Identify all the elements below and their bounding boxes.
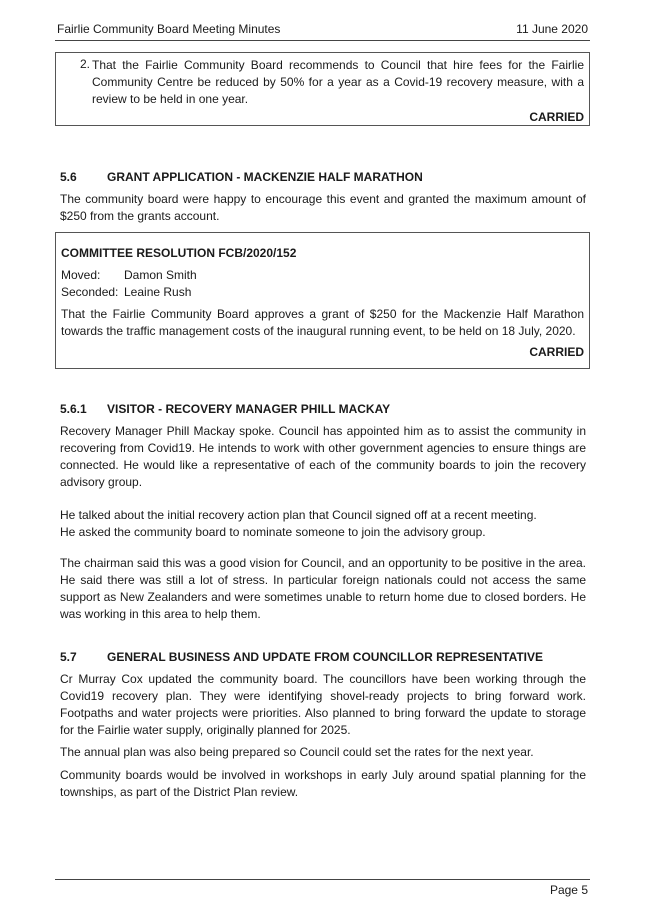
section-number: 5.7 (60, 650, 77, 664)
item-text: That the Fairlie Community Board recommends to Council that hire fees for the Fairlie Community Centre be reduced by 50% for a year as a Covid-19 recovery measure, with a review to be held in one year. (92, 58, 584, 106)
section-5-7-para-3: Community boards would be involved in workshops in early July around spatial planning for the townships, as part of the District Plan review. (60, 768, 586, 799)
section-5-6-1-heading (60, 402, 390, 416)
moved-label: Moved: (61, 268, 101, 282)
section-5-6-1-para-2 (60, 507, 586, 541)
para-2-line-2: He asked the community board to nominate someone to join the advisory group. (60, 525, 486, 539)
seconded-label: Seconded: (61, 285, 119, 299)
page-header (57, 22, 588, 38)
page-number: Page 5 (549, 883, 588, 897)
header-title: Fairlie Community Board Meeting Minutes (57, 22, 281, 36)
section-number: 5.6.1 (60, 402, 87, 416)
item-number: 2. (80, 57, 91, 71)
header-rule (55, 40, 590, 41)
section-5-7-para-2: The annual plan was also being prepared so Council could set the rates for the next year. (60, 745, 534, 759)
moved-name: Damon Smith (124, 268, 197, 282)
header-date: 11 June 2020 (516, 22, 588, 36)
section-5-6-1-para-1: Recovery Manager Phill Mackay spoke. Council has appointed him as to assist the community in recovering from Covid19. He intends to work with other government agencies to ensure things are connected. He would like a representative of each of the community boards to join the recovery advisory group. (60, 424, 586, 489)
resolution-title: COMMITTEE RESOLUTION FCB/2020/152 (61, 246, 297, 260)
section-title: GRANT APPLICATION - MACKENZIE HALF MARATHON (107, 170, 423, 184)
continued-resolution-box (55, 52, 590, 126)
section-5-7-heading (60, 650, 543, 664)
footer-rule (55, 879, 590, 880)
para-2-line-1: He talked about the initial recovery action plan that Council signed off at a recent meeting. (60, 508, 537, 522)
section-title: GENERAL BUSINESS AND UPDATE FROM COUNCILLOR REPRESENTATIVE (107, 650, 544, 664)
section-5-6-1-para-3: The chairman said this was a good vision for Council, and an opportunity to be positive in the area. He said there was still a lot of stress. In particular foreign nationals could not access the same support as New Zealanders and were sometimes unable to return home due to closed borders. He was working in this area to help them. (60, 556, 586, 621)
carried-label: CARRIED (529, 110, 584, 124)
seconded-name: Leaine Rush (124, 285, 192, 299)
resolution-item-2 (80, 57, 584, 108)
moved-row (61, 267, 584, 284)
section-5-7-para-1: Cr Murray Cox updated the community board. The councillors have been working through the Covid19 recovery plan. They were identifying shovel-ready projects to bring forward work. Footpaths and water projects were priorities. Also planned to bring forward the update to storage for the Fairlie water supply, originally planned for 2025. (60, 672, 586, 737)
section-title: VISITOR - RECOVERY MANAGER PHILL MACKAY (107, 402, 391, 416)
carried-label: CARRIED (529, 345, 584, 359)
seconded-row (61, 284, 584, 301)
section-5-6-heading (60, 170, 423, 184)
section-number: 5.6 (60, 170, 77, 184)
resolution-text: That the Fairlie Community Board approves a grant of $250 for the Mackenzie Half Marathon towards the traffic management costs of the inaugural running event, to be held on 18 July, 2020. (61, 307, 584, 338)
section-5-6-intro: The community board were happy to encourage this event and granted the maximum amount of $250 from the grants account. (60, 192, 586, 223)
committee-resolution-box (55, 232, 590, 369)
